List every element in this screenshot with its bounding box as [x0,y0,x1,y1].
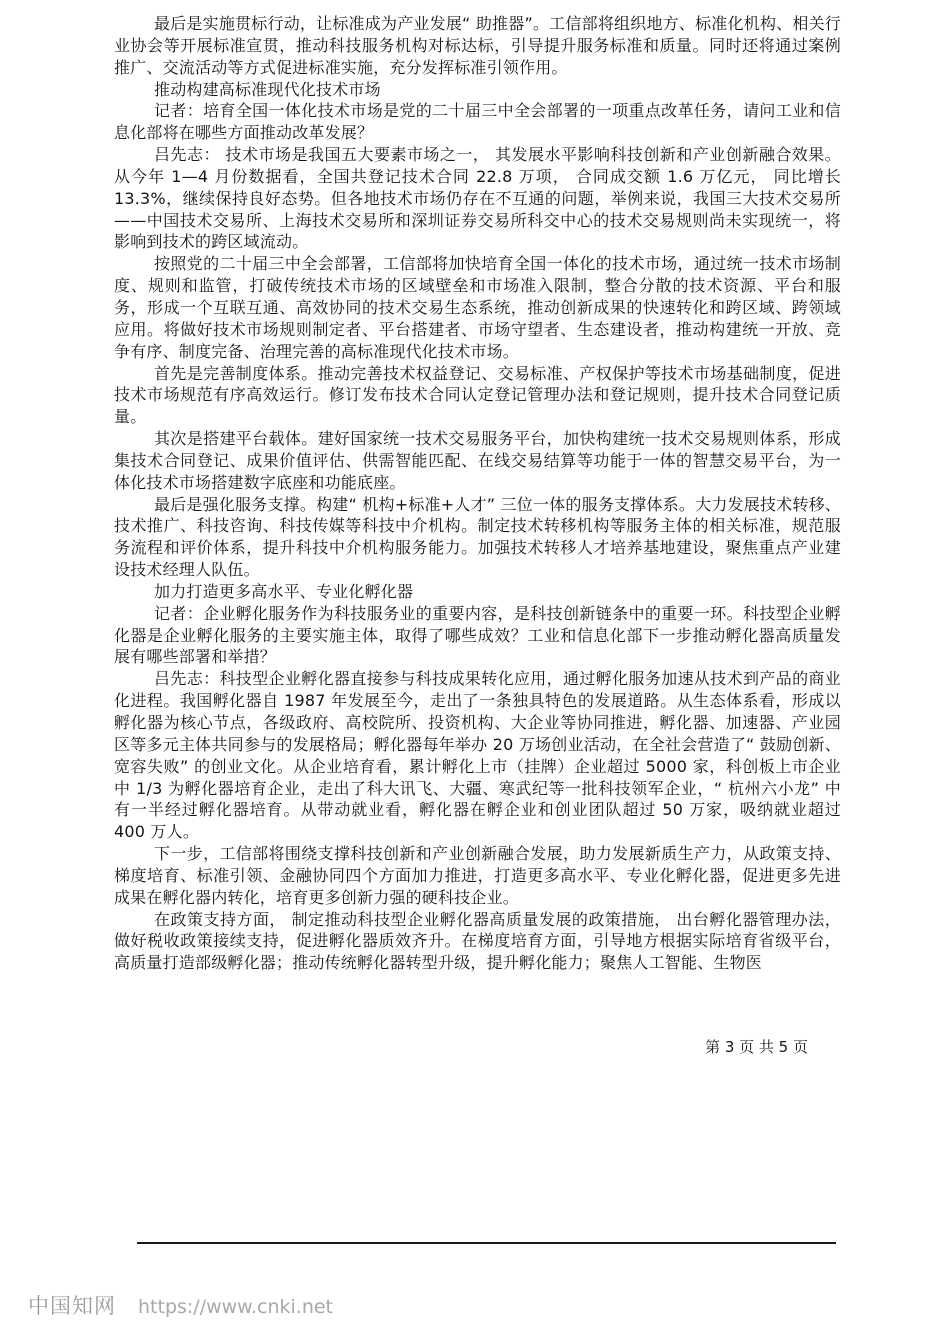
paragraph: 吕先志： 技术市场是我国五大要素市场之一， 其发展水平影响科技创新和产业创新融合效果。从今年 1—4 月份数据看，全国共登记技术合同 22.8 万项， 合同成交额 1.6 万亿元， 同比增长 13.3%，继续保持良好态势。但各地技术市场仍存在不互通的问题，举例来说，我国三大技术交易所——中国技术交易所、上海技术交易所和深圳证券交易所科交中心的技术交易规则尚未实现统一，将影响到技术的跨区域流动。 [114,145,841,252]
cnki-brand-label: 中国知网 [28,1294,116,1318]
page-number-indicator: 第 3 页 共 5 页 [705,1038,808,1056]
paragraph: 吕先志：科技型企业孵化器直接参与科技成果转化应用，通过孵化服务加速从技术到产品的商业化进程。我国孵化器自 1987 年发展至今，走出了一条独具特色的发展道路。从生态体系看，形成以孵化器为核心节点，各级政府、高校院所、投资机构、大企业等协同推进，孵化器、加速器、产业园区等多元主体共同参与的发展格局；孵化器每年举办 20 万场创业活动，在全社会营造了“ 鼓励创新、宽容失败” 的创业文化。从企业培育看，累计孵化上市（挂牌）企业超过 5000 家，科创板上市企业中 1/3 为孵化器培育企业，走出了科大讯飞、大疆、寒武纪等一批科技领军企业，“ 杭州六小龙” 中有一半经过孵化器培育。从带动就业看，孵化器在孵企业和创业团队超过 50 万家，吸纳就业超过 400 万人。 [114,669,841,842]
document-page-body [114,13,841,974]
site-footer [28,1290,333,1320]
paragraph: 首先是完善制度体系。推动完善技术权益登记、交易标准、产权保护等技术市场基础制度，促进技术市场规范有序高效运行。修订发布技术合同认定登记管理办法和登记规则，提升技术合同登记质量。 [114,363,841,427]
paragraph: 按照党的二十届三中全会部署，工信部将加快培育全国一体化的技术市场，通过统一技术市场制度、规则和监管，打破传统技术市场的区域壁垒和市场准入限制，整合分散的技术资源、平台和服务，形成一个互联互通、高效协同的技术交易生态系统，推动创新成果的快速转化和跨区域、跨领域应用。将做好技术市场规则制定者、平台搭建者、市场守望者、生态建设者，推动构建统一开放、竞争有序、制度完备、治理完善的高标准现代化技术市场。 [114,254,841,361]
section-heading: 加力打造更多高水平、专业化孵化器 [154,581,414,601]
paragraph: 其次是搭建平台载体。建好国家统一技术交易服务平台，加快构建统一技术交易规则体系，形成集技术合同登记、成果价值评估、供需智能匹配、在线交易结算等功能于一体的智慧交易平台，为一体化技术市场搭建数字底座和功能底座。 [114,429,841,492]
paragraph: 最后是实施贯标行动，让标准成为产业发展“ 助推器”。工信部将组织地方、标准化机构、相关行业协会等开展标准宣贯，推动科技服务机构对标达标，引导提升服务标准和质量。同时还将通过案例推广、交流活动等方式促进标准实施，充分发挥标准引领作用。 [114,14,841,77]
paragraph: 最后是强化服务支撑。构建“ 机构+标准+人才” 三位一体的服务支撑体系。大力发展技术转移、技术推广、科技咨询、科技传媒等科技中介机构。制定技术转移机构等服务主体的相关标准，规范服务流程和评价体系，提升科技中介机构服务能力。加强技术转移人才培养基地建设，聚焦重点产业建设技术经理人队伍。 [114,494,841,580]
cnki-url-text: https://www.cnki.net [138,1296,334,1318]
paragraph: 记者：培育全国一体化技术市场是党的二十届三中全会部署的一项重点改革任务，请问工业和信息化部将在哪些方面推动改革发展？ [114,101,841,143]
paragraph: 在政策支持方面， 制定推动科技型企业孵化器高质量发展的政策措施， 出台孵化器管理办法，做好税收政策接续支持，促进孵化器质效齐升。在梯度培育方面，引导地方根据实际培育省级平台，高质量打造部级孵化器；推动传统孵化器转型升级，提升孵化能力；聚焦人工智能、生物医 [114,909,841,973]
footer-divider-line [137,1242,836,1244]
section-heading: 推动构建高标准现代化技术市场 [154,79,381,99]
paragraph: 下一步，工信部将围绕支撑科技创新和产业创新融合发展，助力发展新质生产力，从政策支持、梯度培育、标准引领、金融协同四个方面加力推进，打造更多高水平、专业化孵化器，促进更多先进成果在孵化器内转化，培育更多创新力强的硬科技企业。 [114,844,841,907]
paragraph: 记者：企业孵化服务作为科技服务业的重要内容，是科技创新链条中的重要一环。科技型企业孵化器是企业孵化服务的主要实施主体，取得了哪些成效？工业和信息化部下一步推动孵化器高质量发展有哪些部署和举措？ [114,603,841,667]
